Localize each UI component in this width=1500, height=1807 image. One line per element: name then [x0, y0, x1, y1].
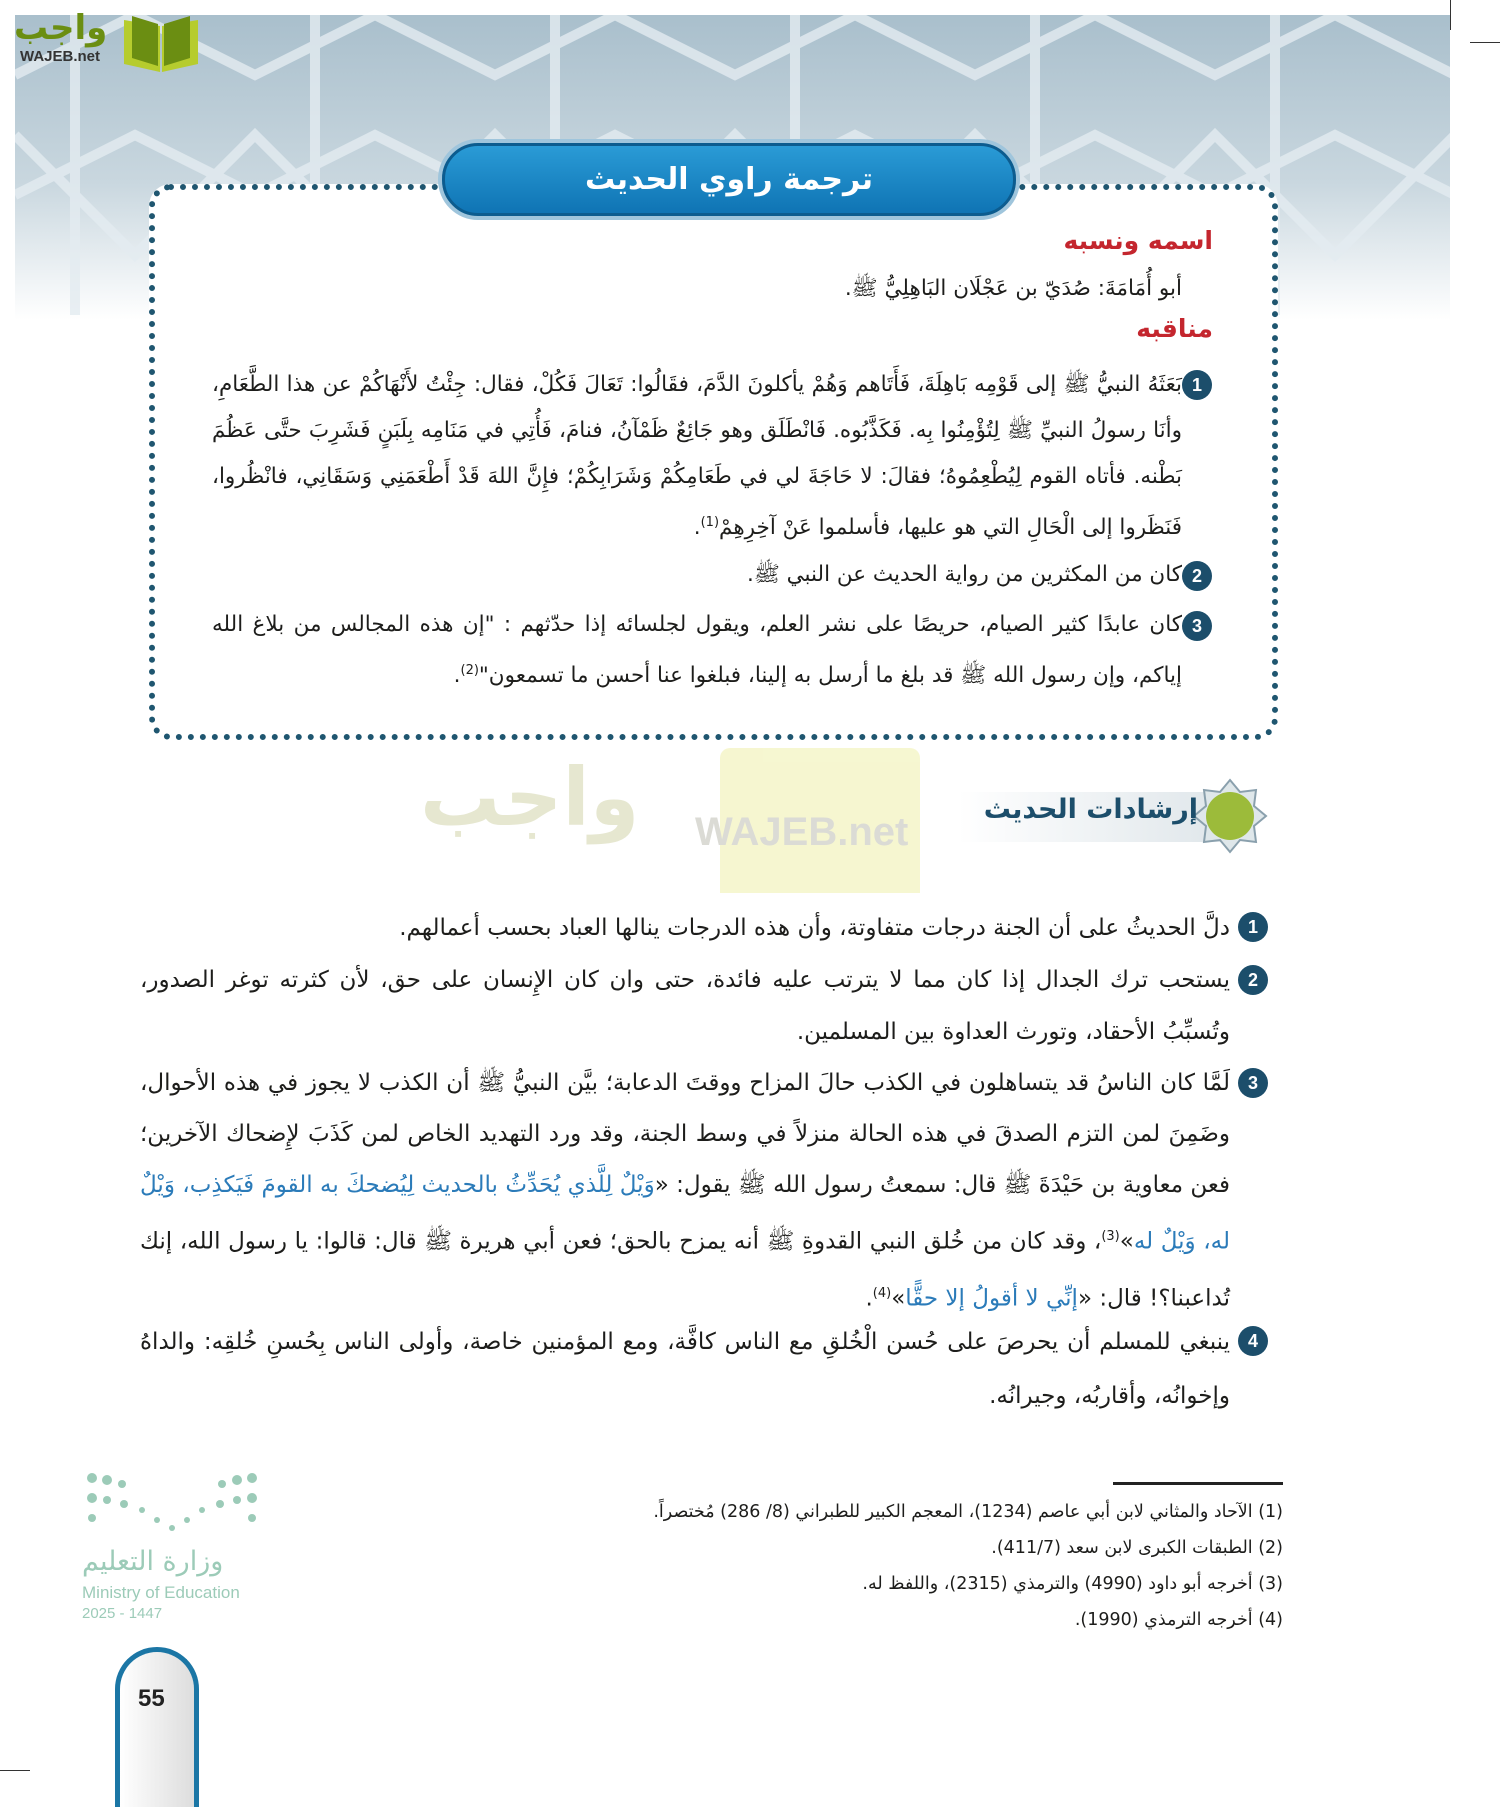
guidance-item-3: [140, 1058, 1230, 1324]
watermark-book-icon: [720, 748, 920, 893]
guidance-item-4: ينبغي للمسلم أن يحرصَ على حُسن الْخُلقِ مع الناس كافَّة، ومع المؤمنين خاصة، وأولى الناس بِحُسنِ خُلقِه: والداهُ وإخوانُه، وأقاربُه، وجيرانُه.: [140, 1329, 1230, 1409]
footnote-1: (1) الآحاد والمثاني لابن أبي عاصم (1234)، المعجم الكبير للطبراني (8/ 286) مُختصراً.: [653, 1502, 1283, 1522]
number-badge: 3: [1238, 1068, 1268, 1098]
name-text: أبو أُمَامَةَ: صُدَيّ بن عَجْلَان البَاهِلِيُّ ﷺ.: [844, 276, 1182, 301]
number-badge: 2: [1182, 561, 1212, 591]
virtue-item-2: كان من المكثرين من رواية الحديث عن النبي ﷺ.: [747, 562, 1182, 587]
period: .: [865, 1285, 873, 1312]
footnote-divider: [1113, 1482, 1283, 1485]
text-segment: لَمَّا كان الناسُ قد يتساهلون في الكذب حالَ المزاح ووقتَ الدعابة؛ بيَّن النبيُّ ﷺ أن الكذب لا يجوز في هذه الأحوال، وضَمِنَ لمن التزم الصدقَ في هذه الحالة منزلاً في وسط الجنة، وقد ورد التهديد الخاص لمن كَذَبَ لإِضحاك الآخرين؛ فعن معاوية بن حَيْدَةَ ﷺ قال: سمعتُ رسول الله ﷺ يقول: «: [140, 1070, 1230, 1198]
quote-mark: »: [891, 1285, 906, 1312]
wajeb-logo-arabic: واجب: [14, 8, 108, 48]
footnote-ref: (4): [872, 1285, 892, 1301]
hadith-quote: إنِّي لا أقولُ إلا حقًّا: [905, 1285, 1078, 1312]
wajeb-logo: [10, 8, 190, 68]
period: .: [453, 663, 461, 689]
footnote-ref: (3): [1101, 1229, 1120, 1244]
narrator-title: ترجمة راوي الحديث: [585, 162, 873, 197]
ministry-arabic: وزارة التعليم: [82, 1546, 224, 1577]
text-segment: ، وقد كان من خُلق النبي القدوةِ ﷺ أنه يمزح بالحق؛ فعن أبي هريرة ﷺ قال: قالوا: يا رسول الله، إنك تُداعبنا؟! قال: «: [140, 1228, 1230, 1312]
ministry-dots-icon: [82, 1470, 272, 1540]
ministry-years: 2025 - 1447: [82, 1605, 163, 1622]
page-number: 55: [138, 1685, 165, 1712]
virtue-item-3: [212, 602, 1182, 699]
crop-mark: [1450, 0, 1451, 30]
guidance-section-header: [958, 778, 1268, 854]
ministry-english: Ministry of Education: [82, 1583, 240, 1602]
crop-mark: [0, 1770, 30, 1771]
virtue-text: بَعَثَهُ النبيُّ ﷺ إلى قَوْمِه بَاهِلَةَ، فَأَتَاهم وَهُمْ يأكلونَ الدَّمَ، فقَالُوا: تَعَالَ فَكُلْ، فقال: جِئْتُ لأَنْهَاكُمْ عن هذا الطَّعَامِ، وأنَا رسولُ النبيِّ ﷺ لِتُؤْمِنُوا بِه. فَكَذَّبُوه. فَانْطَلَق وهو جَائِعٌ ظَمْآنُ، فنامَ، فَأُتِي في مَنَامِه بِلَبَنٍ فَشَرِبَ حتَّى عَظُمَ بَطْنه. فأتاه القوم لِيُطْعِمُوهُ؛ فقالَ: لا حَاجَةَ لي في طَعَامِكُمْ وَشَرَابِكُمْ؛ فإِنَّ اللهَ قَدْ أَطْعَمَنِي وَسَقَانِي، فانْظُروا، فَنَظَروا إلى الْحَالِ التي هو عليها، فأسلموا عَنْ آخِرِهِمْ: [212, 372, 1182, 541]
footnote-4: (4) أخرجه الترمذي (1990).: [1074, 1610, 1283, 1630]
number-badge: 1: [1238, 912, 1268, 942]
book-icon: [122, 14, 200, 72]
number-badge: 1: [1182, 370, 1212, 400]
footnote-ref: (2): [460, 663, 479, 678]
octagram-icon: [1192, 778, 1268, 854]
virtue-item-1: [212, 362, 1182, 551]
hadith-quote: وَيْلٌ لِلَّذي يُحَدِّثُ بالحديث لِيُضحكَ به القومَ فَيَكذِب، وَيْلٌ له، وَيْلٌ له: [140, 1172, 1230, 1255]
footnote-ref: (1): [700, 515, 720, 530]
name-heading: اسمه ونسبه: [1063, 226, 1213, 255]
crop-mark: [1470, 42, 1500, 43]
number-badge: 3: [1182, 611, 1212, 641]
guidance-heading: إرشادات الحديث: [983, 794, 1198, 825]
period: .: [693, 515, 701, 541]
ministry-logo: [82, 1470, 272, 1630]
guidance-item-1: دلَّ الحديثُ على أن الجنة درجات متفاوتة، وأن هذه الدرجات ينالها العباد بحسب أعمالهم.: [399, 915, 1230, 941]
number-badge: 4: [1238, 1326, 1268, 1356]
quote-mark: »: [1119, 1228, 1134, 1255]
guidance-item-2: يستحب ترك الجدال إذا كان مما لا يترتب عليه فائدة، حتى وان كان الإِنسان على حق، لأن كثرته توغر الصدور، وتُسبِّبُ الأحقاد، وتورث العداوة بين المسلمين.: [140, 967, 1230, 1045]
watermark: [420, 748, 940, 898]
page-number-tab: [115, 1647, 199, 1807]
footnote-2: (2) الطبقات الكبرى لابن سعد (411/7).: [991, 1538, 1283, 1558]
watermark-latin: WAJEB.net: [695, 810, 909, 854]
footnote-3: (3) أخرجه أبو داود (4990) والترمذي (2315)، واللفظ له.: [862, 1574, 1283, 1594]
number-badge: 2: [1238, 965, 1268, 995]
virtues-heading: مناقبه: [1136, 314, 1213, 343]
virtue-text: كان عابدًا كثير الصيام، حريصًا على نشر العلم، ويقول لجلسائه إذا حدّثهم : "إن هذه المجالس من بلاغ الله إياكم، وإن رسول الله ﷺ قد بلغ ما أرسل به إلينا، فبلغوا عنا أحسن ما تسمعون": [212, 612, 1182, 689]
watermark-arabic: واجب: [420, 751, 640, 844]
narrator-title-banner: [442, 143, 1016, 216]
wajeb-logo-latin: WAJEB.net: [20, 48, 101, 65]
